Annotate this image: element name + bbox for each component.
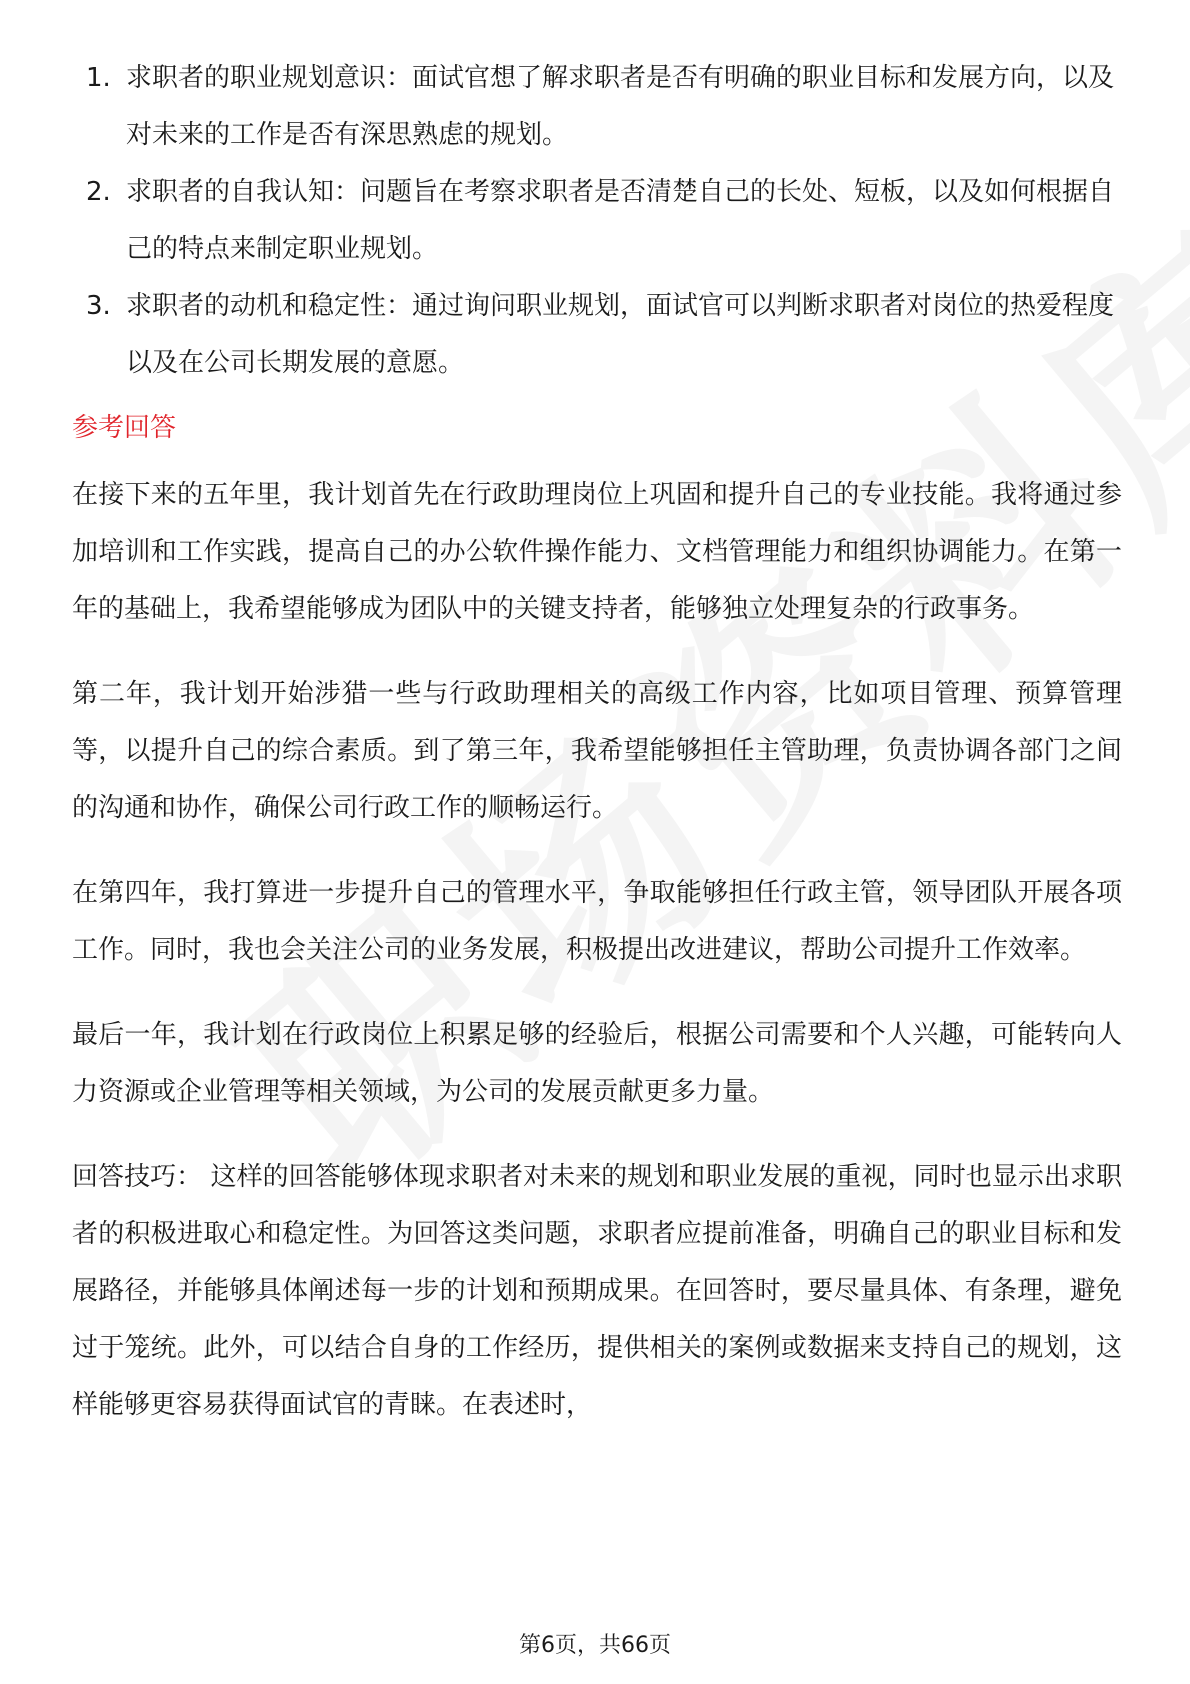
answer-paragraph: 在第四年，我打算进一步提升自己的管理水平，争取能够担任行政主管，领导团队开展各项工作。同时，我也会关注公司的业务发展，积极提出改进建议，帮助公司提升工作效率。 xyxy=(72,878,1122,965)
list-item-text: 求职者的动机和稳定性：通过询问职业规划，面试官可以判断求职者对岗位的热爱程度以及在公司长期发展的意愿。 xyxy=(126,291,1115,378)
answer-paragraph: 在接下来的五年里，我计划首先在行政助理岗位上巩固和提升自己的专业技能。我将通过参加培训和工作实践，提高自己的办公软件操作能力、文档管理能力和组织协调能力。在第一年的基础上，我希望能够成为团队中的关键支持者，能够独立处理复杂的行政事务。 xyxy=(72,480,1122,624)
answer-heading: 参考回答 xyxy=(72,413,177,443)
list-item-text: 求职者的自我认知：问题旨在考察求职者是否清楚自己的长处、短板，以及如何根据自己的特点来制定职业规划。 xyxy=(126,177,1115,264)
list-item xyxy=(72,164,1122,278)
list-number: 1. xyxy=(86,63,111,93)
answer-paragraph: 第二年，我计划开始涉猎一些与行政助理相关的高级工作内容，比如项目管理、预算管理等，以提升自己的综合素质。到了第三年，我希望能够担任主管助理，负责协调各部门之间的沟通和协作，确保公司行政工作的顺畅运行。 xyxy=(72,679,1122,823)
page-footer: 第6页，共66页 xyxy=(519,1633,671,1658)
document-body xyxy=(72,50,1122,1462)
list-item xyxy=(72,278,1122,392)
tips-paragraph: 回答技巧： 这样的回答能够体现求职者对未来的规划和职业发展的重视，同时也显示出求职者的积极进取心和稳定性。为回答这类问题，求职者应提前准备，明确自己的职业目标和发展路径，并能够具体阐述每一步的计划和预期成果。在回答时，要尽量具体、有条理，避免过于笼统。此外，可以结合自身的工作经历，提供相关的案例或数据来支持自己的规划，这样能够更容易获得面试官的青睐。在表述时， xyxy=(72,1162,1122,1420)
list-item-text: 求职者的职业规划意识：面试官想了解求职者是否有明确的职业目标和发展方向，以及对未来的工作是否有深思熟虑的规划。 xyxy=(126,63,1115,150)
answer-paragraph: 最后一年，我计划在行政岗位上积累足够的经验后，根据公司需要和个人兴趣，可能转向人力资源或企业管理等相关领域，为公司的发展贡献更多力量。 xyxy=(72,1020,1122,1107)
focus-points-list xyxy=(72,50,1122,392)
list-number: 2. xyxy=(86,177,111,207)
list-number: 3. xyxy=(86,291,111,321)
list-item xyxy=(72,50,1122,164)
